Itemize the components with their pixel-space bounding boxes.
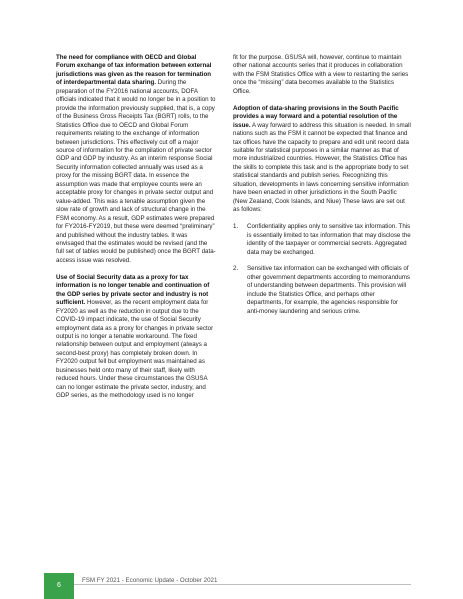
paragraph-body: A way forward to address this situation is needed. In small nations such as the FSM it cannot be expected that finance and tax offices have the capacity to prepare and edit unit record data suitable for statistical purposes in a similar manner as that of more industrialized countries. However, the Statistics Office has the skills to complete this task and is the appropriate body to set statistical standards and publish series. Recognizing this situation, developments in laws concerning sensitive information have been enacted in other jurisdictions in the South Pacific (New Zealand, Cook Islands, and Niue) These laws are set out as follows: — [233, 121, 411, 214]
paragraph-continuation: fit for the purpose. GSUSA will, however, continue to maintain other national accounts series that it produces in collaboration with the FSM Statistics Office with a view to restarting the series once the “missing” data becomes available to the Statistics Office. — [233, 54, 409, 95]
paragraph-body: However, as the recent employment data for FY2020 as well as the reduction in output due to the COVID-19 impact indicate, the use of Social Security employment data as a proxy for changes in private sector output is no longer a tenable workaround. The fixed relationship between output and employment (always a second-best proxy) has completely broken down. In FY2020 output fell but employment was maintained as businesses held onto many of their staff, likely with reduced hours. Under these circumstances the GSUSA can no longer estimate the private sector, industry, and GDP series, as the methodology used is no longer — [56, 299, 214, 400]
footer-divider — [56, 584, 411, 585]
paragraph-south-pacific-provisions — [233, 105, 411, 215]
list-item-number: 2. — [233, 265, 239, 273]
list-item — [233, 223, 411, 257]
paragraph-heading: Use of Social Security data as a proxy for tax information is no longer tenable and continuation of the GDP series by private sector and industry is not sufficient. — [56, 273, 210, 307]
paragraph-data-sharing-termination — [56, 54, 216, 265]
right-column — [233, 54, 411, 325]
page-number-badge: 6 — [44, 573, 74, 599]
paragraph-heading: Adoption of data-sharing provisions in the South Pacific provides a way forward and a potential resolution of the issue. — [233, 104, 399, 129]
list-item-text: Confidentiality applies only to sensitive tax information. This is essentially limited to tax information that may disclose the identity of the taxpayer or commercial secrets. Aggregated data may be exchanged. — [247, 223, 411, 256]
footer-title: FSM FY 2021 - Economic Update - October 2021 — [82, 577, 218, 584]
left-column — [56, 54, 216, 409]
list-item-number: 1. — [233, 223, 239, 231]
numbered-list — [233, 223, 411, 316]
paragraph-heading: The need for compliance with OECD and Global Forum exchange of tax information between external jurisdictions was given as the reason for termination of interdepartmental data sharing. — [56, 54, 212, 87]
paragraph-social-security-proxy — [56, 274, 216, 401]
list-item-text: Sensitive tax information can be exchanged with officials of other government departments according to memorandums of understanding between departments. This provision will include the Statistics Office, and perhaps other departments, for example, the agencies responsible for anti-money laundering and serious crime. — [247, 265, 411, 315]
list-item — [233, 265, 411, 316]
paragraph-body: During the preparation of the FY2016 national accounts, DOFA officials indicated that it would no longer be in a position to provide the information previously supplied, that is, a copy of the Business Gross Receipts Tax (BGRT) rolls, to the Statistics Office due to OECD and Global Forum requirements relating to the exchange of information between jurisdictions. This effectively cut off a major source of information for the compilation of private sector GDP and GDP by industry. As an interim response Social Security information collected annually was used as a proxy for the missing BGRT data. In essence the assumption was made that employee counts were an acceptable proxy for changes in private sector output and value-added. This was a tenable assumption given the slow rate of growth and lack of structural change in the FSM economy. As a result, GDP estimates were prepared for FY2016-FY2019, but these were deemed “preliminary” and published without the industry tables. It was envisaged that the estimates would be revised (and the full set of tables would be published) once the BGRT data-access issue was resolved. — [56, 79, 216, 264]
